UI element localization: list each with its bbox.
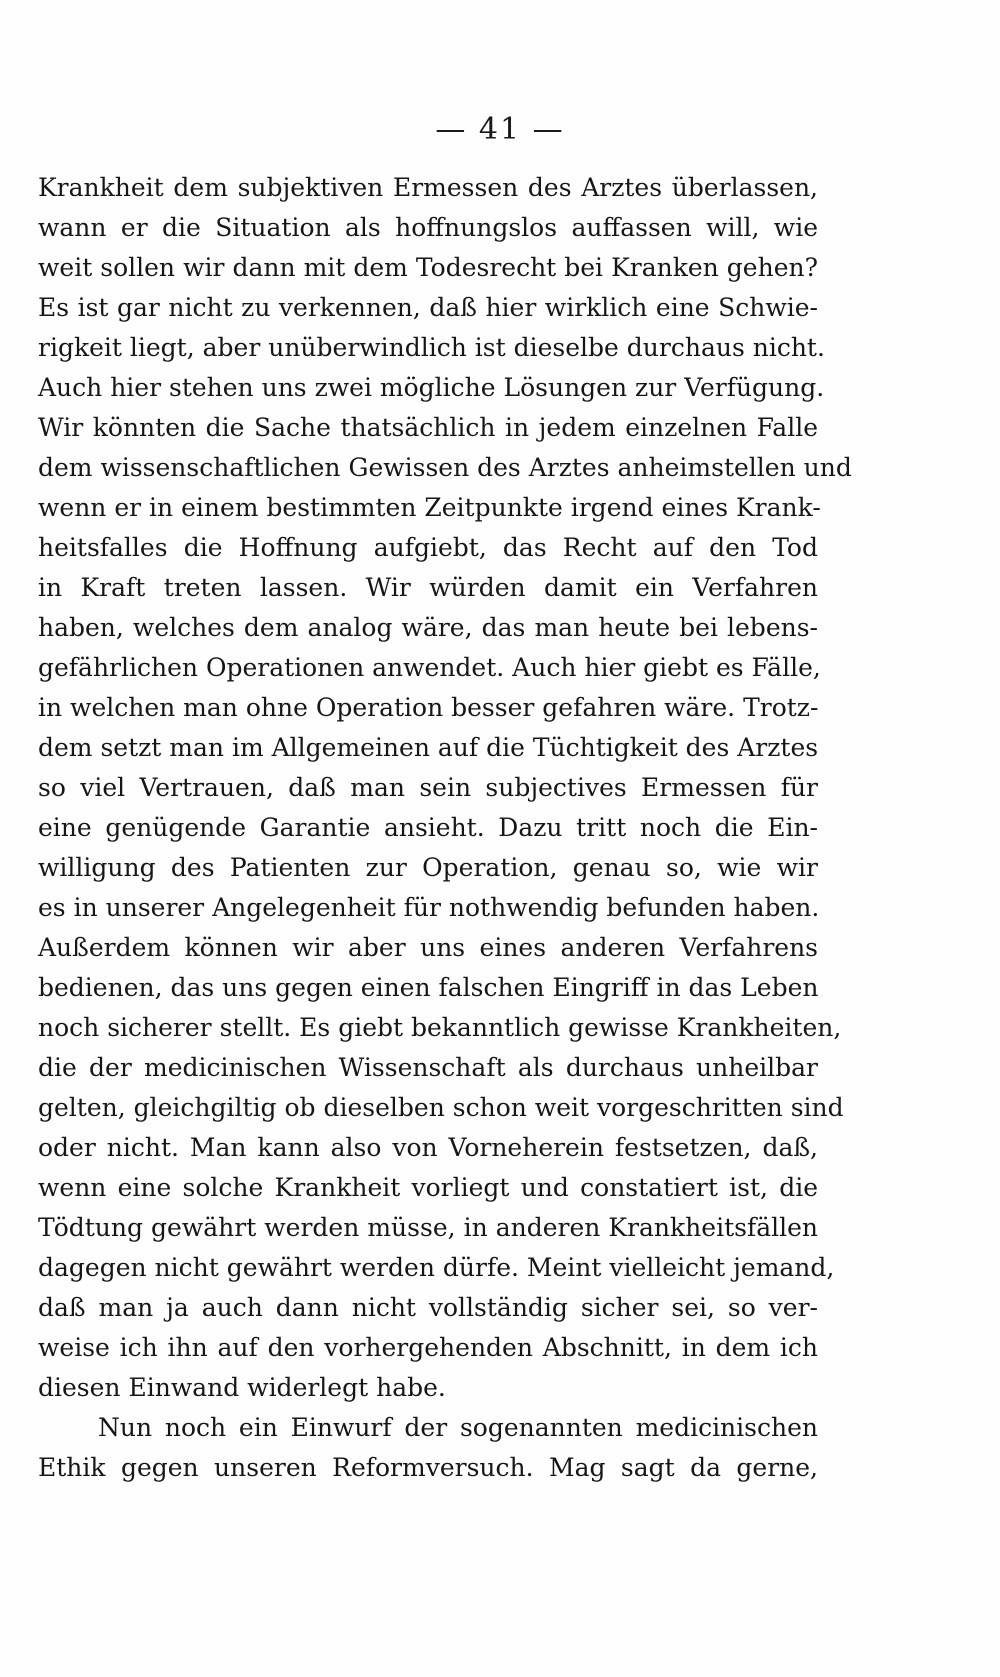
- text-line: Wir könnten die Sache thatsächlich in jedem einzelnen Falle: [38, 413, 818, 442]
- text-line: dem setzt man im Allgemeinen auf die Tüchtigkeit des Arztes: [38, 733, 819, 762]
- text-line: die der medicinischen Wissenschaft als durchaus unheilbar: [38, 1053, 818, 1082]
- text-line: gelten, gleichgiltig ob dieselben schon weit vorgeschritten sind: [38, 1093, 844, 1122]
- text-line: Tödtung gewährt werden müsse, in anderen Krankheitsfällen: [38, 1213, 818, 1242]
- text-line: in welchen man ohne Operation besser gefahren wäre. Trotz-: [38, 693, 819, 722]
- text-line: eine genügende Garantie ansieht. Dazu tritt noch die Ein-: [38, 813, 818, 842]
- text-line: Krankheit dem subjektiven Ermessen des Arztes überlassen,: [38, 173, 818, 202]
- text-line-paragraph-start: Nun noch ein Einwurf der sogenannten medicinischen: [98, 1413, 818, 1442]
- text-line: willigung des Patienten zur Operation, genau so, wie wir: [38, 853, 818, 882]
- body-text: [38, 168, 852, 1488]
- text-line: heitsfalles die Hoffnung aufgiebt, das Recht auf den Tod: [38, 533, 818, 562]
- text-line: daß man ja auch dann nicht vollständig sicher sei, so ver-: [38, 1293, 818, 1322]
- text-line: Ethik gegen unseren Reformversuch. Mag sagt da gerne,: [38, 1453, 818, 1482]
- text-line: dagegen nicht gewährt werden dürfe. Meint vielleicht jemand,: [38, 1253, 835, 1282]
- text-line: wenn er in einem bestimmten Zeitpunkte irgend eines Krank-: [38, 493, 821, 522]
- text-line: haben, welches dem analog wäre, das man heute bei lebens-: [38, 613, 818, 642]
- text-line: gefährlichen Operationen anwendet. Auch hier giebt es Fälle,: [38, 653, 821, 682]
- text-line: dem wissenschaftlichen Gewissen des Arztes anheimstellen und: [38, 453, 852, 482]
- text-line: weise ich ihn auf den vorhergehenden Abschnitt, in dem ich: [38, 1333, 818, 1362]
- text-line-paragraph-end: diesen Einwand widerlegt habe.: [38, 1373, 446, 1402]
- text-line: weit sollen wir dann mit dem Todesrecht bei Kranken gehen?: [38, 253, 818, 282]
- text-line: so viel Vertrauen, daß man sein subjectives Ermessen für: [38, 773, 818, 802]
- text-line: in Kraft treten lassen. Wir würden damit ein Verfahren: [38, 573, 818, 602]
- text-line: wann er die Situation als hoffnungslos auffassen will, wie: [38, 213, 818, 242]
- text-line: es in unserer Angelegenheit für nothwendig befunden haben.: [38, 893, 820, 922]
- text-line: rigkeit liegt, aber unüberwindlich ist dieselbe durchaus nicht.: [38, 333, 825, 362]
- text-line: bedienen, das uns gegen einen falschen Eingriff in das Leben: [38, 973, 819, 1002]
- text-line: oder nicht. Man kann also von Vorneherein festsetzen, daß,: [38, 1133, 818, 1162]
- text-line: wenn eine solche Krankheit vorliegt und constatiert ist, die: [38, 1173, 818, 1202]
- text-line: Außerdem können wir aber uns eines anderen Verfahrens: [38, 933, 818, 962]
- text-line: Auch hier stehen uns zwei mögliche Lösungen zur Verfügung.: [38, 373, 825, 402]
- text-line: Es ist gar nicht zu verkennen, daß hier wirklich eine Schwie-: [38, 293, 818, 322]
- text-line: noch sicherer stellt. Es giebt bekanntlich gewisse Krankheiten,: [38, 1013, 842, 1042]
- page-number: — 41 —: [435, 112, 565, 147]
